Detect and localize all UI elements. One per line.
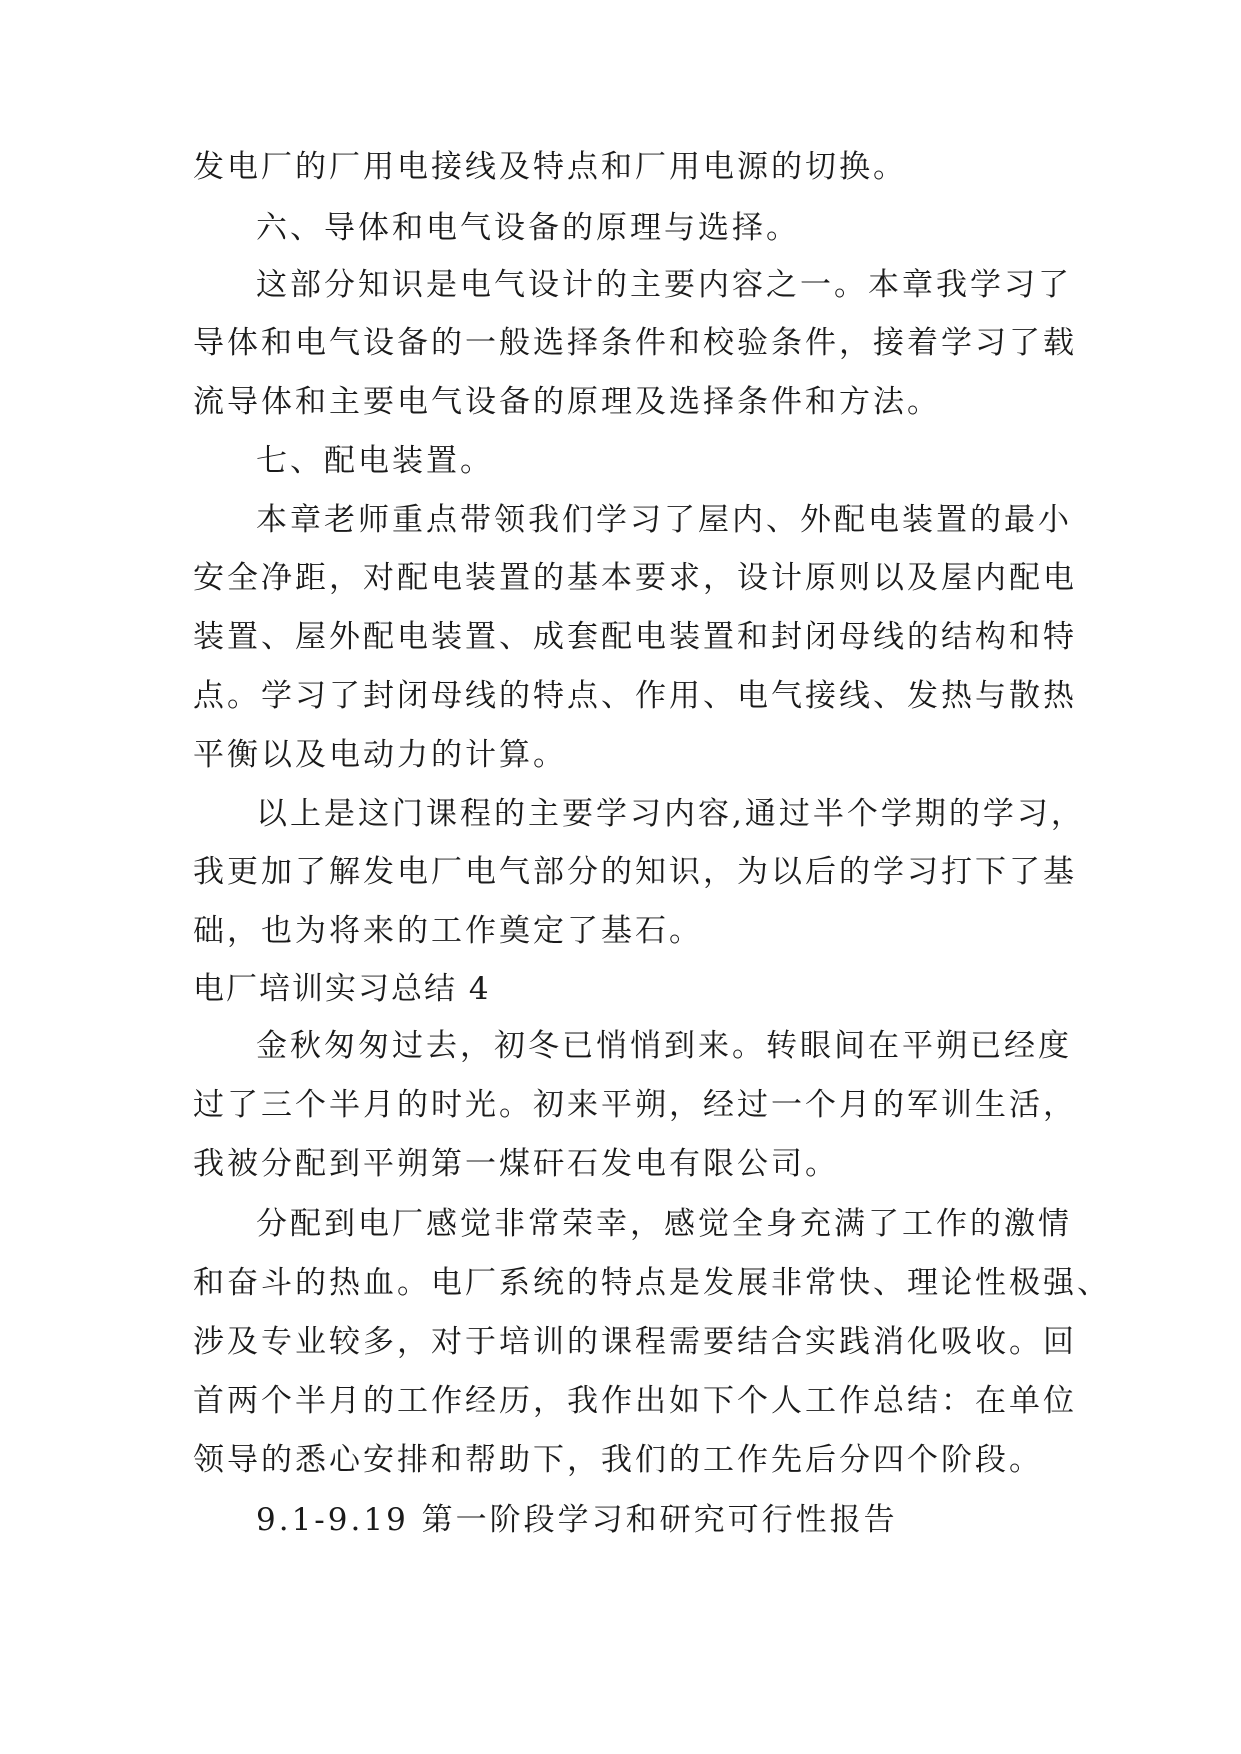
text-line: 过了三个半月的时光。初来平朔，经过一个月的军训生活， <box>193 1087 1077 1123</box>
text-line: 分配到电厂感觉非常荣幸，感觉全身充满了工作的激情 <box>256 1206 1072 1242</box>
section-heading: 六、导体和电气设备的原理与选择。 <box>256 210 800 246</box>
text-line: 流导体和主要电气设备的原理及选择条件和方法。 <box>193 384 941 420</box>
text-line: 领导的悉心安排和帮助下，我们的工作先后分四个阶段。 <box>193 1442 1043 1478</box>
text-line: 装置、屋外配电装置、成套配电装置和封闭母线的结构和特 <box>193 619 1077 655</box>
text-line: 发电厂的厂用电接线及特点和厂用电源的切换。 <box>193 149 907 185</box>
text-line: 涉及专业较多，对于培训的课程需要结合实践消化吸收。回 <box>193 1324 1077 1360</box>
text-line: 础，也为将来的工作奠定了基石。 <box>193 913 703 949</box>
text-line: 金秋匆匆过去，初冬已悄悄到来。转眼间在平朔已经度 <box>256 1028 1072 1064</box>
text-line: 以上是这门课程的主要学习内容,通过半个学期的学习， <box>256 796 1085 832</box>
text-line: 我被分配到平朔第一煤矸石发电有限公司。 <box>193 1146 839 1182</box>
text-line: 安全净距，对配电装置的基本要求，设计原则以及屋内配电 <box>193 560 1077 596</box>
text-line: 我更加了解发电厂电气部分的知识，为以后的学习打下了基 <box>193 854 1077 890</box>
text-line: 首两个半月的工作经历，我作出如下个人工作总结：在单位 <box>193 1383 1077 1419</box>
section-title: 电厂培训实习总结 4 <box>193 971 491 1007</box>
text-line: 平衡以及电动力的计算。 <box>193 737 567 773</box>
text-line: 本章老师重点带领我们学习了屋内、外配电装置的最小 <box>256 502 1072 538</box>
text-line: 导体和电气设备的一般选择条件和校验条件，接着学习了载 <box>193 325 1077 361</box>
text-line: 点。学习了封闭母线的特点、作用、电气接线、发热与散热 <box>193 678 1077 714</box>
text-line: 和奋斗的热血。电厂系统的特点是发展非常快、理论性极强、 <box>193 1265 1111 1301</box>
text-line: 9.1-9.19 第一阶段学习和研究可行性报告 <box>256 1502 898 1538</box>
text-line: 这部分知识是电气设计的主要内容之一。本章我学习了 <box>256 267 1072 303</box>
section-heading: 七、配电装置。 <box>256 443 494 479</box>
